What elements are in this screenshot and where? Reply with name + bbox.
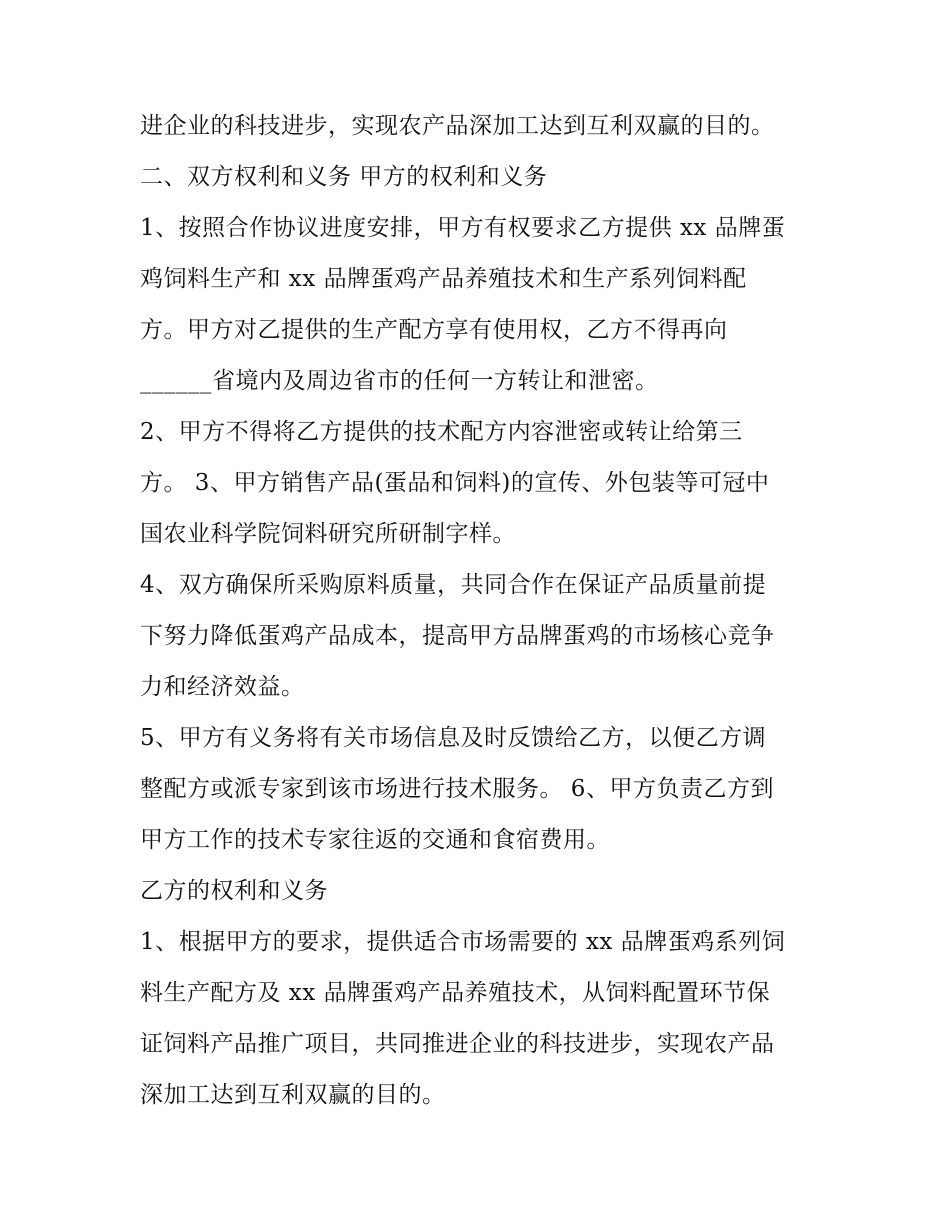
section-heading: 二、双方权利和义务 甲方的权利和义务: [140, 164, 548, 190]
text-line: 下努力降低蛋鸡产品成本，提高甲方品牌蛋鸡的市场核心竞争: [140, 623, 775, 649]
text-line: 方。甲方对乙提供的生产配方享有使用权，乙方不得再向: [140, 317, 728, 343]
text-line: 4、双方确保所采购原料质量，共同合作在保证产品质量前提: [140, 572, 767, 598]
text-line: 深加工达到互利双赢的目的。: [140, 1082, 446, 1108]
text-line: 5、甲方有义务将有关市场信息及时反馈给乙方，以便乙方调: [140, 725, 767, 751]
text-line: 证饲料产品推广项目，共同推进企业的科技进步，实现农产品: [140, 1031, 775, 1057]
text-line: 进企业的科技进步，实现农产品深加工达到互利双赢的目的。: [140, 113, 775, 139]
text-line: 鸡饲料生产和 xx 品牌蛋鸡产品养殖技术和生产系列饲料配: [140, 266, 747, 292]
section-heading: 乙方的权利和义务: [140, 878, 328, 904]
text-line: ______省境内及周边省市的任何一方转让和泄密。: [140, 368, 659, 394]
text-line: 甲方工作的技术专家往返的交通和食宿费用。: [140, 827, 610, 853]
text-line: 1、根据甲方的要求，提供适合市场需要的 xx 品牌蛋鸡系列饲: [140, 929, 786, 955]
text-line: 国农业科学院饲料研究所研制字样。: [140, 521, 516, 547]
text-line: 料生产配方及 xx 品牌蛋鸡产品养殖技术，从饲料配置环节保: [140, 980, 771, 1006]
text-line: 1、按照合作协议进度安排，甲方有权要求乙方提供 xx 品牌蛋: [140, 215, 786, 241]
text-line: 方。 3、甲方销售产品(蛋品和饲料)的宣传、外包装等可冠中: [140, 470, 770, 496]
text-line: 2、甲方不得将乙方提供的技术配方内容泄密或转让给第三: [140, 419, 743, 445]
text-line: 整配方或派专家到该市场进行技术服务。 6、甲方负责乙方到: [140, 776, 774, 802]
text-line: 力和经济效益。: [140, 674, 305, 700]
